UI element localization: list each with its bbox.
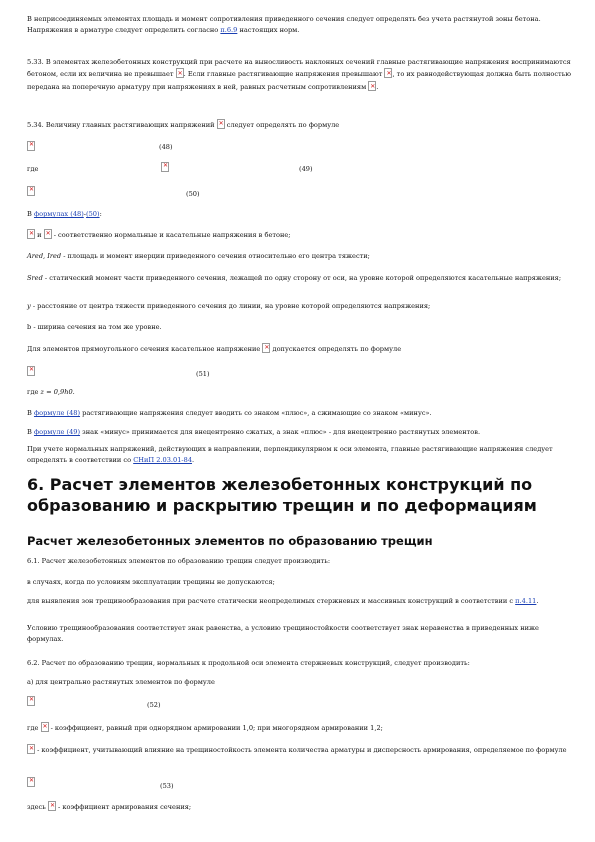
formula-52: [27, 696, 35, 706]
formula-48-number: (48): [159, 143, 173, 151]
link-formula-49[interactable]: формуле (49): [33, 428, 81, 436]
definition-b: b - ширина сечения на том же уровне.: [27, 323, 162, 331]
link-formula-50[interactable]: (50): [86, 210, 100, 218]
paragraph-5-32-tail: В неприсоединяемых элементах площадь и момент сопротивления приведенного сечения следует определять без учета растянутой зоны бетона. Напряжения в арматуре следует определить согласно п.6.9 настоящих норм.: [27, 15, 541, 34]
subsection-heading: Расчет железобетонных элементов по образованию трещин: [27, 534, 433, 548]
definition-ared: Ared, Ired - площадь и момент инерции приведенного сечения относительно его центра тяжести;: [27, 252, 370, 260]
definition-reinforcement: здесь ✕ - коэффициент армирования сечения;: [27, 801, 572, 813]
paragraph-condition: Условию трещинообразования соответствует знак равенства, а условию трещиностойкости соответствует знак неравенства в приведенных ниже формулах.: [27, 624, 539, 643]
formula-image-icon: [48, 801, 56, 811]
formula-49: [161, 162, 169, 172]
formula-image-icon: [368, 81, 376, 91]
paragraph-item-a: а) для центрально растянутых элементов по формуле: [27, 678, 215, 686]
formula-49-prefix: где: [27, 165, 39, 173]
formula-image-icon: [27, 696, 35, 706]
paragraph-case-1: в случаях, когда по условиям эксплуатации трещины не допускаются;: [27, 578, 275, 586]
definition-sigma-tau: ✕ и ✕ - соответственно нормальные и касательные напряжения в бетоне;: [27, 229, 572, 241]
formula-53: [27, 777, 35, 787]
formula-image-icon: [27, 744, 35, 754]
definition-sred: Sred - статический момент части приведенного сечения, лежащей по одну сторону от оси, на уровне которой определяются касательные напряжения;: [27, 274, 562, 282]
link-formula-48[interactable]: формулах (48): [33, 210, 84, 218]
formula-52-number: (52): [147, 701, 161, 709]
paragraph-6-1: 6.1. Расчет железобетонных элементов по образованию трещин следует производить:: [27, 557, 331, 565]
paragraph-rect-section: Для элементов прямоугольного сечения касательное напряжение ✕ допускается определять по формуле: [27, 343, 572, 355]
formula-image-icon: [384, 68, 392, 78]
formula-50-number: (50): [186, 190, 200, 198]
paragraph-5-33: 5.33. В элементах железобетонных конструкций при расчете на выносливость наклонных сечений главные растягивающие напряжения воспринимаются бетоном, если их величина не превышает ✕. Если главные растягивающие напряжения превышают ✕, то их равнодействующая должна быть полностью передана на поперечную арматуру при напряжениях в ней, равных расчетным сопротивлениям ✕.: [27, 57, 572, 93]
formula-50: [27, 186, 35, 196]
formula-51-number: (51): [196, 370, 210, 378]
formula-49-number: (49): [299, 165, 313, 173]
paragraph-5-34: 5.34. Величину главных растягивающих напряжений ✕ следует определять по формуле: [27, 119, 572, 131]
paragraph-sign-49: В формуле (49) знак «минус» принимается для внецентренно сжатых, а знак «плюс» - для внецентренно растянутых элементов.: [27, 428, 481, 436]
paragraph-case-2: для выявления зон трещинообразования при расчете статически неопределимых стержневых и массивных конструкций в соответствии с п.4.11.: [27, 597, 539, 605]
link-p4-11[interactable]: п.4.11: [515, 597, 537, 605]
formula-image-icon: [161, 162, 169, 172]
formula-53-number: (53): [160, 782, 174, 790]
formula-51: [27, 366, 35, 376]
paragraph-sign-48: В формуле (48) растягивающие напряжения следует вводить со знаком «плюс», а сжимающие со знаком «минус».: [27, 409, 432, 417]
definition-y: y - расстояние от центра тяжести приведенного сечения до линии, на уровне которой определяются напряжения;: [27, 302, 431, 310]
definition-coefficient-2: ✕ - коэффициент, учитывающий влияние на трещиностойкость элемента количества арматуры и дисперсность армирования, определяемое по формуле: [27, 744, 572, 756]
paragraph-6-2: 6.2. Расчет по образованию трещин, нормальных к продольной оси элемента стержневых конструкций, следует производить:: [27, 659, 470, 667]
formula-image-icon: [27, 186, 35, 196]
paragraph-in-formulas: В формулах (48)-(50):: [27, 210, 102, 218]
link-formula-48[interactable]: формуле (48): [33, 409, 81, 417]
section-heading-6: 6. Расчет элементов железобетонных конструкций по образованию и раскрытию трещин и по деформациям: [27, 475, 537, 515]
formula-image-icon: [262, 343, 270, 353]
formula-image-icon: [176, 68, 184, 78]
formula-48: [27, 141, 35, 151]
formula-image-icon: [41, 722, 49, 732]
link-p6-9[interactable]: п.6.9: [220, 25, 238, 34]
formula-image-icon: [27, 777, 35, 787]
formula-image-icon: [27, 141, 35, 151]
link-snip[interactable]: СНиП 2.03.01-84: [133, 455, 193, 464]
paragraph-normal-stress: При учете нормальных напряжений, действующих в направлении, перпендикулярном к оси элемента, главные растягивающие напряжения следует определять в соответствии со СНиП 2.03.01-84.: [27, 445, 553, 464]
definition-coefficient-1: где ✕ - коэффициент, равный при однорядном армировании 1,0; при многорядном армировании 1,2;: [27, 722, 572, 734]
definition-z: где z = 0,9h0.: [27, 388, 75, 396]
formula-image-icon: [217, 119, 225, 129]
formula-image-icon: [44, 229, 52, 239]
formula-image-icon: [27, 366, 35, 376]
formula-image-icon: [27, 229, 35, 239]
